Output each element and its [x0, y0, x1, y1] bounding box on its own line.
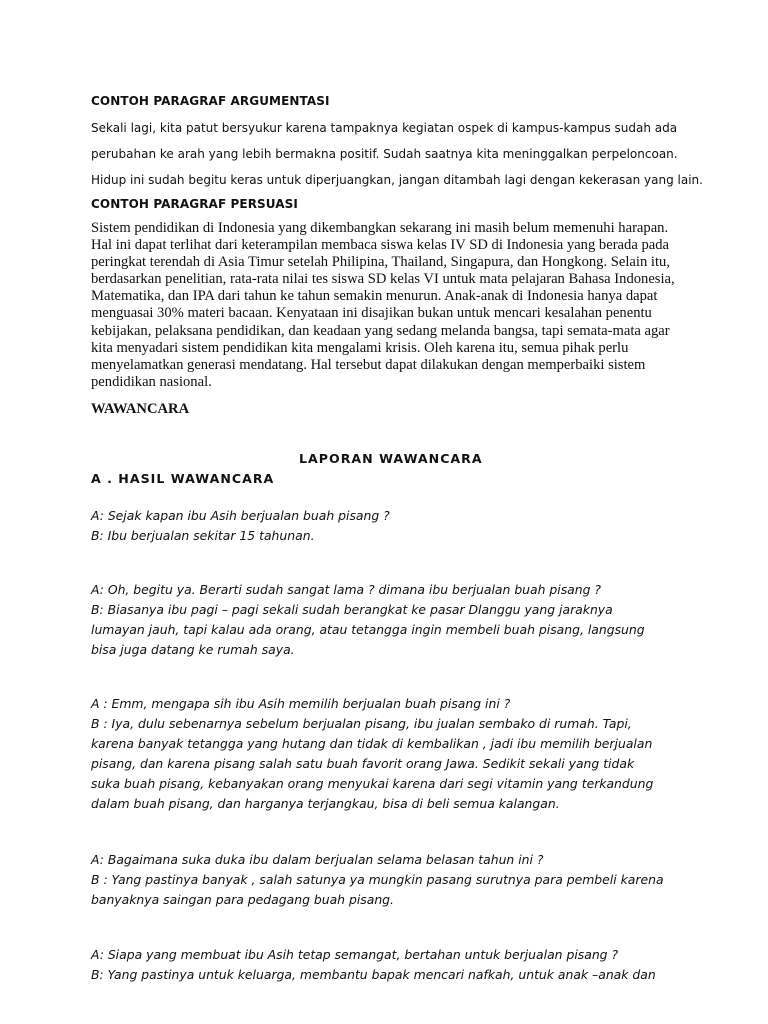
- qa-line: B: Yang pastinya untuk keluarga, membantu bapak mencari nafkah, untuk anak –anak dan: [91, 967, 656, 982]
- persuasi-line: kebijakan, pelaksana pendidikan, dan keadaan yang sedang melanda bangsa, tapi semata-mata agar: [91, 322, 670, 339]
- wawancara-heading: WAWANCARA: [91, 401, 190, 417]
- qa-line: pisang, dan karena pisang salah satu buah favorit orang Jawa. Sedikit sekali yang tidak: [91, 756, 635, 771]
- persuasi-line: Hal ini dapat terlihat dari keterampilan membaca siswa kelas IV SD di Indonesia yang berada pada: [91, 237, 670, 254]
- persuasi-line: Sistem pendidikan di Indonesia yang dikembangkan sekarang ini masih belum memenuhi harapan.: [91, 220, 669, 236]
- qa-line: banyaknya saingan para pedagang buah pisang.: [91, 892, 394, 907]
- section-title: A . HASIL WAWANCARA: [91, 471, 275, 486]
- report-title: LAPORAN WAWANCARA: [299, 451, 483, 466]
- qa-line: dalam buah pisang, dan harganya terjangkau, bisa di beli semua kalangan.: [91, 796, 560, 811]
- persuasi-line: berdasarkan penelitian, rata-rata nilai tes siswa SD kelas VI untuk mata pelajaran Bahasa Indonesia,: [91, 271, 675, 288]
- persuasi-line: Matematika, dan IPA dari tahun ke tahun semakin menurun. Anak-anak di Indonesia hanya dapat: [91, 288, 658, 305]
- qa-line: A : Emm, mengapa sih ibu Asih memilih berjualan buah pisang ini ?: [91, 696, 511, 711]
- qa-block: [91, 580, 645, 660]
- qa-line: A: Siapa yang membuat ibu Asih tetap semangat, bertahan untuk berjualan pisang ?: [91, 947, 619, 962]
- qa-block: [91, 850, 664, 910]
- qa-block: [91, 506, 390, 546]
- qa-line: B: Biasanya ibu pagi – pagi sekali sudah berangkat ke pasar Dlanggu yang jaraknya: [91, 602, 613, 617]
- qa-line: lumayan jauh, tapi kalau ada orang, atau tetangga ingin membeli buah pisang, langsung: [91, 622, 645, 637]
- qa-block: [91, 694, 653, 814]
- qa-line: B : Yang pastinya banyak , salah satunya ya mungkin pasang surutnya para pembeli karena: [91, 872, 664, 887]
- persuasi-line: menyelamatkan generasi mendatang. Hal tersebut dapat dilakukan dengan memperbaiki sistem: [91, 356, 646, 373]
- argumentasi-heading: CONTOH PARAGRAF ARGUMENTASI: [91, 94, 330, 108]
- argumentasi-line: Hidup ini sudah begitu keras untuk diperjuangkan, jangan ditambah lagi dengan kekerasan yang lain.: [91, 173, 703, 187]
- persuasi-line: pendidikan nasional.: [91, 373, 212, 390]
- qa-block: [91, 945, 656, 985]
- qa-line: A: Sejak kapan ibu Asih berjualan buah pisang ?: [91, 508, 390, 523]
- persuasi-paragraph: [91, 220, 691, 391]
- qa-line: bisa juga datang ke rumah saya.: [91, 642, 295, 657]
- qa-line: karena banyak tetangga yang hutang dan tidak di kembalikan , jadi ibu memilih berjualan: [91, 736, 653, 751]
- argumentasi-line: Sekali lagi, kita patut bersyukur karena tampaknya kegiatan ospek di kampus-kampus sudah ada: [91, 121, 678, 135]
- qa-line: A: Bagaimana suka duka ibu dalam berjualan selama belasan tahun ini ?: [91, 852, 544, 867]
- qa-line: B: Ibu berjualan sekitar 15 tahunan.: [91, 528, 315, 543]
- qa-line: suka buah pisang, kebanyakan orang menyukai karena dari segi vitamin yang terkandung: [91, 776, 654, 791]
- persuasi-heading: CONTOH PARAGRAF PERSUASI: [91, 197, 298, 211]
- argumentasi-line: perubahan ke arah yang lebih bermakna positif. Sudah saatnya kita meninggalkan perpeloncoan.: [91, 147, 678, 161]
- qa-line: B : Iya, dulu sebenarnya sebelum berjualan pisang, ibu jualan sembako di rumah. Tapi,: [91, 716, 632, 731]
- persuasi-line: kita menyadari sistem pendidikan kita mengalami krisis. Oleh karena itu, semua pihak perlu: [91, 339, 629, 356]
- persuasi-line: menguasai 30% materi bacaan. Kenyataan ini disajikan bukan untuk mencari kesalahan penentu: [91, 305, 652, 322]
- persuasi-line: peringkat terendah di Asia Timur setelah Philipina, Thailand, Singapura, dan Hongkong. Selain itu,: [91, 254, 670, 271]
- qa-line: A: Oh, begitu ya. Berarti sudah sangat lama ? dimana ibu berjualan buah pisang ?: [91, 582, 602, 597]
